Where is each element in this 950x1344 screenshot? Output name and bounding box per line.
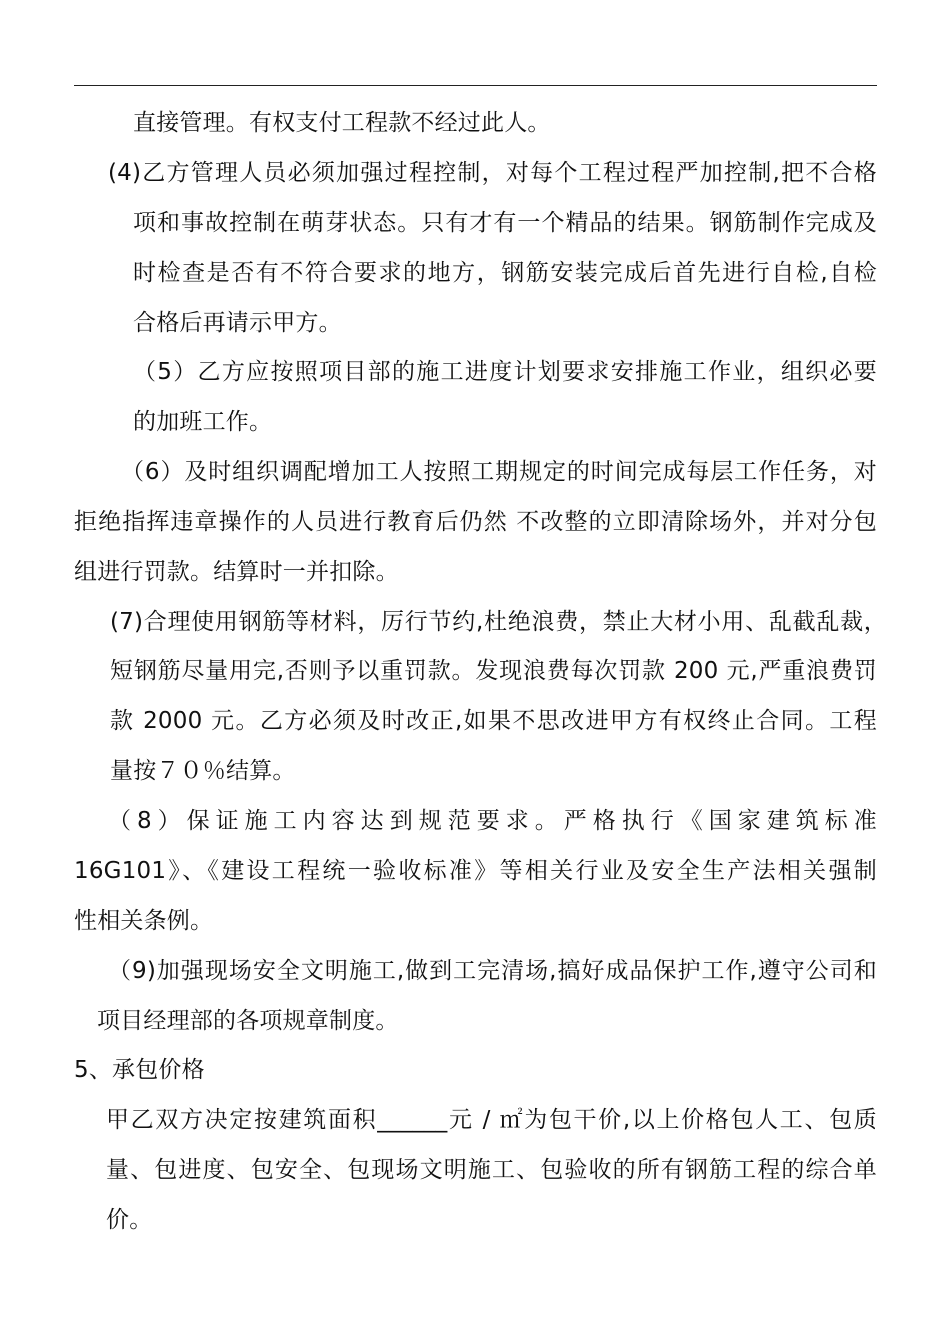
text-line: 款 2000 元。乙方必须及时改正,如果不思改进甲方有权终止合同。工程 [110, 708, 877, 734]
text-line: 拒绝指挥违章操作的人员进行教育后仍然 不改整的立即清除场外，并对分包 [74, 509, 877, 535]
clause-4-line: (4)乙方管理人员必须加强过程控制，对每个工程过程严加控制,把不合格 [108, 160, 877, 186]
clause-6-line: （6）及时组织调配增加工人按照工期规定的时间完成每层工作任务，对 [121, 459, 877, 485]
section-heading: 5、承包价格 [74, 1057, 205, 1083]
text-line: 量、包进度、包安全、包现场文明施工、包验收的所有钢筋工程的综合单 [106, 1157, 877, 1183]
text-line: 合格后再请示甲方。 [133, 310, 342, 336]
header-rule [74, 85, 877, 86]
text-line: 项和事故控制在萌芽状态。只有才有一个精品的结果。钢筋制作完成及 [133, 210, 877, 236]
price-line: 甲乙双方决定按建筑面积______元 / ㎡为包干价,以上价格包人工、包质 [106, 1107, 877, 1133]
text-line: 时检查是否有不符合要求的地方，钢筋安装完成后首先进行自检,自检 [133, 260, 877, 286]
text-line: 16G101》、《建设工程统一验收标准》等相关行业及安全生产法相关强制 [74, 858, 877, 884]
clause-8-line: （8）保证施工内容达到规范要求。严格执行《国家建筑标准 [108, 808, 877, 834]
text-line: 价。 [106, 1207, 153, 1233]
clause-7-line: (7)合理使用钢筋等材料，厉行节约,杜绝浪费，禁止大材小用、乱截乱裁， [110, 609, 887, 635]
text-line: 的加班工作。 [133, 409, 273, 435]
text-line: 性相关条例。 [74, 908, 214, 934]
clause-5-line: （5）乙方应按照项目部的施工进度计划要求安排施工作业，组织必要 [133, 359, 877, 385]
text-line: 项目经理部的各项规章制度。 [97, 1008, 399, 1034]
text-line: 量按７０％结算。 [110, 758, 296, 784]
text-line: 直接管理。有权支付工程款不经过此人。 [133, 110, 551, 136]
text-line: 组进行罚款。结算时一并扣除。 [74, 559, 399, 585]
clause-9-line: （9)加强现场安全文明施工,做到工完清场,搞好成品保护工作,遵守公司和 [108, 958, 877, 984]
text-line: 短钢筋尽量用完,否则予以重罚款。发现浪费每次罚款 200 元,严重浪费罚 [110, 658, 877, 684]
